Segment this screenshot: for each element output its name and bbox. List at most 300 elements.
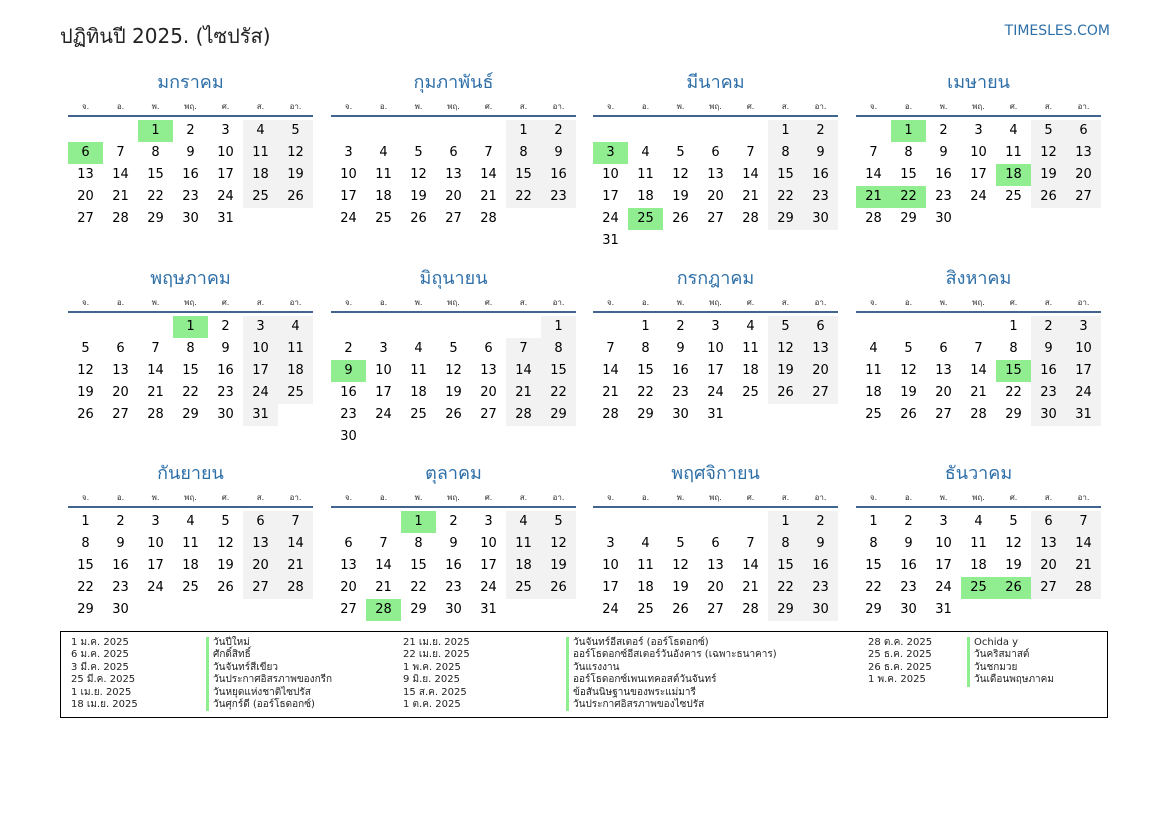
day-cell[interactable]: 14 [506,360,541,382]
day-cell[interactable]: 20 [112,385,129,400]
day-cell[interactable]: 5 [449,341,458,356]
day-cell[interactable]: 3 [379,341,388,356]
day-cell[interactable]: 1 [869,514,878,529]
day-cell[interactable]: 16 [1031,360,1066,382]
day-cell[interactable]: 28 [112,211,129,226]
day-cell[interactable]: 10 [147,536,164,551]
day-cell[interactable]: 14 [865,167,882,182]
day-cell[interactable]: 1 [81,514,90,529]
day-cell[interactable]: 27 [707,211,724,226]
day-cell[interactable]: 21 [278,555,313,577]
day-cell[interactable]: 15 [768,164,803,186]
day-cell[interactable]: 15 [182,363,199,378]
day-cell[interactable]: 29 [900,211,917,226]
day-cell[interactable]: 10 [970,145,987,160]
day-cell[interactable]: 15 [541,360,576,382]
day-cell[interactable]: 24 [147,580,164,595]
day-cell[interactable]: 22 [182,385,199,400]
day-cell[interactable]: 9 [186,145,195,160]
day-cell[interactable]: 24 [480,580,497,595]
day-cell[interactable]: 8 [81,536,90,551]
day-cell[interactable]: 27 [112,407,129,422]
day-cell[interactable]: 5 [81,341,90,356]
day-cell[interactable]: 6 [1031,511,1066,533]
day-cell[interactable]: 27 [480,407,497,422]
holiday-day-cell[interactable]: 1 [173,316,208,338]
day-cell[interactable]: 16 [672,363,689,378]
day-cell[interactable]: 12 [410,167,427,182]
day-cell[interactable]: 29 [865,602,882,617]
day-cell[interactable]: 30 [340,429,357,444]
day-cell[interactable]: 21 [112,189,129,204]
day-cell[interactable]: 27 [340,602,357,617]
day-cell[interactable]: 11 [1005,145,1022,160]
day-cell[interactable]: 11 [243,142,278,164]
day-cell[interactable]: 19 [768,360,803,382]
day-cell[interactable]: 22 [768,186,803,208]
day-cell[interactable]: 3 [484,514,493,529]
day-cell[interactable]: 25 [742,385,759,400]
day-cell[interactable]: 3 [344,145,353,160]
day-cell[interactable]: 17 [935,558,952,573]
day-cell[interactable]: 23 [803,577,838,599]
day-cell[interactable]: 13 [340,558,357,573]
day-cell[interactable]: 2 [904,514,913,529]
day-cell[interactable]: 24 [935,580,952,595]
day-cell[interactable]: 9 [449,536,458,551]
day-cell[interactable]: 25 [506,577,541,599]
day-cell[interactable]: 18 [742,363,759,378]
day-cell[interactable]: 10 [602,167,619,182]
day-cell[interactable]: 16 [935,167,952,182]
day-cell[interactable]: 19 [672,189,689,204]
day-cell[interactable]: 7 [974,341,983,356]
day-cell[interactable]: 16 [182,167,199,182]
holiday-day-cell[interactable]: 21 [856,186,891,208]
holiday-day-cell[interactable]: 18 [996,164,1031,186]
day-cell[interactable]: 18 [506,555,541,577]
day-cell[interactable]: 13 [1066,142,1101,164]
day-cell[interactable]: 17 [970,167,987,182]
site-link[interactable]: TIMESLES.COM [1004,23,1110,39]
day-cell[interactable]: 6 [803,316,838,338]
day-cell[interactable]: 1 [641,319,650,334]
day-cell[interactable]: 20 [707,189,724,204]
day-cell[interactable]: 20 [707,580,724,595]
day-cell[interactable]: 31 [480,602,497,617]
day-cell[interactable]: 30 [935,211,952,226]
day-cell[interactable]: 7 [484,145,493,160]
day-cell[interactable]: 24 [602,211,619,226]
day-cell[interactable]: 4 [278,316,313,338]
day-cell[interactable]: 18 [278,360,313,382]
day-cell[interactable]: 5 [278,120,313,142]
day-cell[interactable]: 27 [77,211,94,226]
day-cell[interactable]: 8 [904,145,913,160]
day-cell[interactable]: 19 [900,385,917,400]
day-cell[interactable]: 25 [278,382,313,404]
day-cell[interactable]: 7 [1066,511,1101,533]
day-cell[interactable]: 4 [974,514,983,529]
holiday-day-cell[interactable]: 25 [628,208,663,230]
day-cell[interactable]: 27 [803,382,838,404]
day-cell[interactable]: 2 [449,514,458,529]
day-cell[interactable]: 18 [637,189,654,204]
day-cell[interactable]: 6 [711,536,720,551]
day-cell[interactable]: 23 [112,580,129,595]
day-cell[interactable]: 18 [970,558,987,573]
day-cell[interactable]: 14 [480,167,497,182]
day-cell[interactable]: 4 [1009,123,1018,138]
day-cell[interactable]: 9 [939,145,948,160]
day-cell[interactable]: 26 [445,407,462,422]
day-cell[interactable]: 19 [672,580,689,595]
day-cell[interactable]: 26 [77,407,94,422]
day-cell[interactable]: 9 [904,536,913,551]
day-cell[interactable]: 21 [1066,555,1101,577]
day-cell[interactable]: 25 [243,186,278,208]
day-cell[interactable]: 15 [637,363,654,378]
day-cell[interactable]: 25 [637,602,654,617]
day-cell[interactable]: 27 [935,407,952,422]
day-cell[interactable]: 5 [414,145,423,160]
day-cell[interactable]: 9 [1031,338,1066,360]
day-cell[interactable]: 23 [900,580,917,595]
day-cell[interactable]: 24 [340,211,357,226]
day-cell[interactable]: 22 [865,580,882,595]
day-cell[interactable]: 5 [676,536,685,551]
day-cell[interactable]: 24 [602,602,619,617]
day-cell[interactable]: 19 [217,558,234,573]
day-cell[interactable]: 12 [77,363,94,378]
day-cell[interactable]: 21 [970,385,987,400]
day-cell[interactable]: 23 [672,385,689,400]
day-cell[interactable]: 17 [707,363,724,378]
day-cell[interactable]: 9 [803,142,838,164]
day-cell[interactable]: 15 [77,558,94,573]
day-cell[interactable]: 4 [746,319,755,334]
day-cell[interactable]: 13 [480,363,497,378]
day-cell[interactable]: 11 [637,558,654,573]
day-cell[interactable]: 27 [243,577,278,599]
day-cell[interactable]: 21 [147,385,164,400]
day-cell[interactable]: 14 [742,558,759,573]
day-cell[interactable]: 8 [186,341,195,356]
day-cell[interactable]: 21 [480,189,497,204]
day-cell[interactable]: 23 [541,186,576,208]
day-cell[interactable]: 12 [541,533,576,555]
day-cell[interactable]: 5 [904,341,913,356]
day-cell[interactable]: 23 [803,186,838,208]
day-cell[interactable]: 1 [506,120,541,142]
day-cell[interactable]: 29 [541,404,576,426]
day-cell[interactable]: 6 [116,341,125,356]
day-cell[interactable]: 6 [243,511,278,533]
day-cell[interactable]: 12 [900,363,917,378]
day-cell[interactable]: 13 [935,363,952,378]
day-cell[interactable]: 13 [707,558,724,573]
day-cell[interactable]: 14 [742,167,759,182]
day-cell[interactable]: 4 [869,341,878,356]
day-cell[interactable]: 10 [375,363,392,378]
day-cell[interactable]: 14 [147,363,164,378]
day-cell[interactable]: 25 [375,211,392,226]
day-cell[interactable]: 7 [379,536,388,551]
day-cell[interactable]: 11 [182,536,199,551]
day-cell[interactable]: 30 [217,407,234,422]
day-cell[interactable]: 19 [1005,558,1022,573]
day-cell[interactable]: 25 [865,407,882,422]
day-cell[interactable]: 8 [1009,341,1018,356]
day-cell[interactable]: 31 [707,407,724,422]
day-cell[interactable]: 12 [217,536,234,551]
day-cell[interactable]: 3 [939,514,948,529]
day-cell[interactable]: 19 [445,385,462,400]
day-cell[interactable]: 9 [541,142,576,164]
holiday-day-cell[interactable]: 15 [996,360,1031,382]
day-cell[interactable]: 22 [410,580,427,595]
holiday-day-cell[interactable]: 1 [891,120,926,142]
day-cell[interactable]: 23 [340,407,357,422]
day-cell[interactable]: 16 [541,164,576,186]
day-cell[interactable]: 27 [1031,577,1066,599]
day-cell[interactable]: 28 [506,404,541,426]
day-cell[interactable]: 3 [221,123,230,138]
day-cell[interactable]: 2 [1031,316,1066,338]
day-cell[interactable]: 28 [602,407,619,422]
day-cell[interactable]: 13 [112,363,129,378]
day-cell[interactable]: 27 [707,602,724,617]
day-cell[interactable]: 15 [506,164,541,186]
day-cell[interactable]: 25 [182,580,199,595]
day-cell[interactable]: 18 [375,189,392,204]
holiday-day-cell[interactable]: 1 [401,511,436,533]
day-cell[interactable]: 15 [768,555,803,577]
day-cell[interactable]: 1 [541,316,576,338]
day-cell[interactable]: 16 [900,558,917,573]
day-cell[interactable]: 30 [803,208,838,230]
day-cell[interactable]: 4 [414,341,423,356]
day-cell[interactable]: 16 [217,363,234,378]
day-cell[interactable]: 17 [602,189,619,204]
day-cell[interactable]: 5 [676,145,685,160]
day-cell[interactable]: 22 [768,577,803,599]
day-cell[interactable]: 4 [641,145,650,160]
day-cell[interactable]: 31 [935,602,952,617]
day-cell[interactable]: 11 [865,363,882,378]
day-cell[interactable]: 10 [935,536,952,551]
day-cell[interactable]: 17 [147,558,164,573]
day-cell[interactable]: 28 [865,211,882,226]
day-cell[interactable]: 23 [1031,382,1066,404]
day-cell[interactable]: 20 [803,360,838,382]
day-cell[interactable]: 31 [602,233,619,248]
day-cell[interactable]: 7 [746,536,755,551]
day-cell[interactable]: 2 [344,341,353,356]
day-cell[interactable]: 6 [1066,120,1101,142]
day-cell[interactable]: 4 [641,536,650,551]
day-cell[interactable]: 21 [375,580,392,595]
holiday-day-cell[interactable]: 25 [961,577,996,599]
day-cell[interactable]: 15 [900,167,917,182]
day-cell[interactable]: 23 [445,580,462,595]
day-cell[interactable]: 10 [602,558,619,573]
day-cell[interactable]: 22 [147,189,164,204]
day-cell[interactable]: 17 [243,360,278,382]
day-cell[interactable]: 9 [803,533,838,555]
day-cell[interactable]: 10 [707,341,724,356]
day-cell[interactable]: 26 [900,407,917,422]
day-cell[interactable]: 17 [375,385,392,400]
day-cell[interactable]: 28 [147,407,164,422]
day-cell[interactable]: 21 [602,385,619,400]
day-cell[interactable]: 30 [803,599,838,621]
day-cell[interactable]: 31 [243,404,278,426]
day-cell[interactable]: 16 [803,164,838,186]
day-cell[interactable]: 8 [541,338,576,360]
day-cell[interactable]: 8 [869,536,878,551]
holiday-day-cell[interactable]: 3 [593,142,628,164]
day-cell[interactable]: 28 [742,602,759,617]
day-cell[interactable]: 26 [541,577,576,599]
day-cell[interactable]: 5 [221,514,230,529]
day-cell[interactable]: 19 [541,555,576,577]
day-cell[interactable]: 1 [768,120,803,142]
day-cell[interactable]: 16 [340,385,357,400]
day-cell[interactable]: 26 [1031,186,1066,208]
day-cell[interactable]: 12 [1031,142,1066,164]
day-cell[interactable]: 3 [243,316,278,338]
day-cell[interactable]: 8 [768,142,803,164]
day-cell[interactable]: 9 [116,536,125,551]
day-cell[interactable]: 30 [182,211,199,226]
day-cell[interactable]: 14 [112,167,129,182]
day-cell[interactable]: 24 [375,407,392,422]
day-cell[interactable]: 25 [410,407,427,422]
holiday-day-cell[interactable]: 6 [68,142,103,164]
holiday-day-cell[interactable]: 26 [996,577,1031,599]
day-cell[interactable]: 22 [637,385,654,400]
day-cell[interactable]: 4 [379,145,388,160]
day-cell[interactable]: 8 [414,536,423,551]
day-cell[interactable]: 2 [221,319,230,334]
day-cell[interactable]: 31 [217,211,234,226]
day-cell[interactable]: 30 [672,407,689,422]
day-cell[interactable]: 15 [865,558,882,573]
day-cell[interactable]: 14 [1066,533,1101,555]
day-cell[interactable]: 24 [243,382,278,404]
day-cell[interactable]: 7 [746,145,755,160]
day-cell[interactable]: 17 [217,167,234,182]
day-cell[interactable]: 16 [445,558,462,573]
day-cell[interactable]: 10 [217,145,234,160]
day-cell[interactable]: 8 [641,341,650,356]
day-cell[interactable]: 29 [768,208,803,230]
day-cell[interactable]: 29 [77,602,94,617]
day-cell[interactable]: 31 [1066,404,1101,426]
day-cell[interactable]: 22 [1005,385,1022,400]
day-cell[interactable]: 7 [606,341,615,356]
day-cell[interactable]: 24 [707,385,724,400]
day-cell[interactable]: 20 [480,385,497,400]
day-cell[interactable]: 18 [865,385,882,400]
day-cell[interactable]: 30 [900,602,917,617]
day-cell[interactable]: 10 [243,338,278,360]
day-cell[interactable]: 10 [340,167,357,182]
day-cell[interactable]: 23 [217,385,234,400]
day-cell[interactable]: 20 [935,385,952,400]
day-cell[interactable]: 13 [707,167,724,182]
day-cell[interactable]: 2 [803,120,838,142]
day-cell[interactable]: 29 [410,602,427,617]
day-cell[interactable]: 24 [970,189,987,204]
day-cell[interactable]: 5 [1031,120,1066,142]
day-cell[interactable]: 22 [541,382,576,404]
day-cell[interactable]: 8 [151,145,160,160]
day-cell[interactable]: 28 [278,577,313,599]
day-cell[interactable]: 11 [742,341,759,356]
day-cell[interactable]: 20 [1031,555,1066,577]
day-cell[interactable]: 13 [1031,533,1066,555]
day-cell[interactable]: 9 [676,341,685,356]
day-cell[interactable]: 13 [77,167,94,182]
day-cell[interactable]: 17 [480,558,497,573]
day-cell[interactable]: 22 [506,186,541,208]
holiday-day-cell[interactable]: 1 [138,120,173,142]
day-cell[interactable]: 8 [506,142,541,164]
day-cell[interactable]: 2 [186,123,195,138]
day-cell[interactable]: 6 [449,145,458,160]
day-cell[interactable]: 12 [1005,536,1022,551]
day-cell[interactable]: 5 [1009,514,1018,529]
day-cell[interactable]: 20 [243,555,278,577]
day-cell[interactable]: 21 [506,382,541,404]
day-cell[interactable]: 29 [1005,407,1022,422]
day-cell[interactable]: 29 [182,407,199,422]
day-cell[interactable]: 11 [278,338,313,360]
day-cell[interactable]: 3 [974,123,983,138]
day-cell[interactable]: 18 [182,558,199,573]
day-cell[interactable]: 3 [1066,316,1101,338]
day-cell[interactable]: 3 [711,319,720,334]
day-cell[interactable]: 11 [375,167,392,182]
day-cell[interactable]: 13 [803,338,838,360]
day-cell[interactable]: 22 [77,580,94,595]
day-cell[interactable]: 19 [1031,164,1066,186]
day-cell[interactable]: 28 [1066,577,1101,599]
day-cell[interactable]: 7 [151,341,160,356]
day-cell[interactable]: 14 [970,363,987,378]
day-cell[interactable]: 26 [672,211,689,226]
day-cell[interactable]: 19 [410,189,427,204]
day-cell[interactable]: 30 [1031,404,1066,426]
day-cell[interactable]: 2 [803,511,838,533]
day-cell[interactable]: 3 [151,514,160,529]
day-cell[interactable]: 13 [445,167,462,182]
day-cell[interactable]: 20 [340,580,357,595]
day-cell[interactable]: 11 [637,167,654,182]
day-cell[interactable]: 26 [217,580,234,595]
day-cell[interactable]: 6 [711,145,720,160]
day-cell[interactable]: 7 [278,511,313,533]
day-cell[interactable]: 15 [147,167,164,182]
day-cell[interactable]: 11 [506,533,541,555]
day-cell[interactable]: 30 [445,602,462,617]
day-cell[interactable]: 12 [768,338,803,360]
day-cell[interactable]: 29 [768,599,803,621]
day-cell[interactable]: 12 [278,142,313,164]
day-cell[interactable]: 11 [970,536,987,551]
